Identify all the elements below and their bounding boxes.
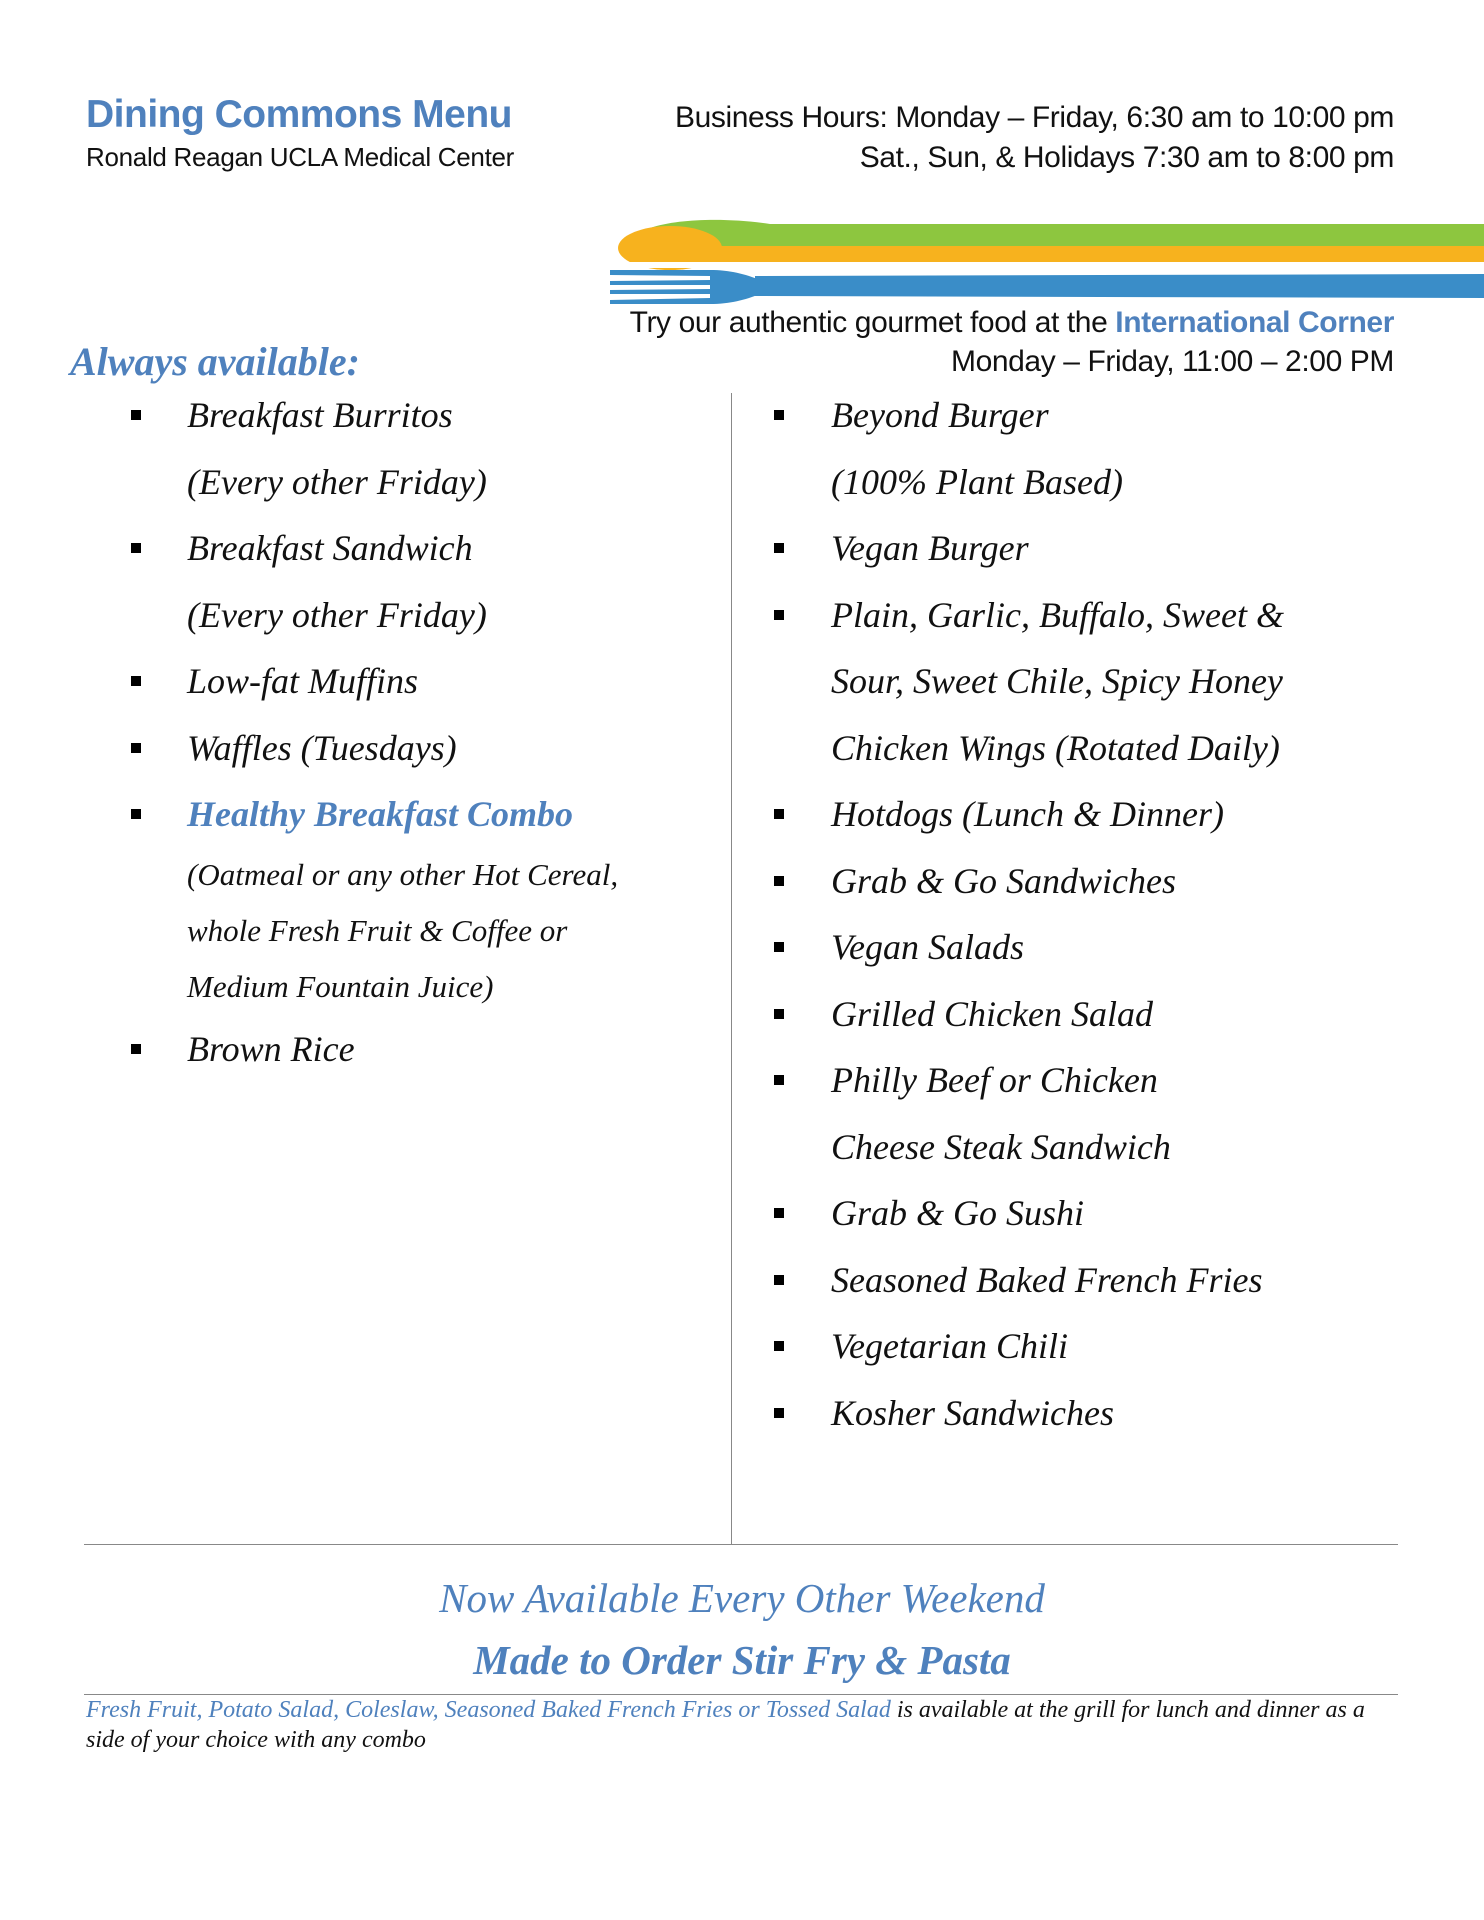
list-item <box>831 1380 1391 1447</box>
bullet-icon <box>774 1341 784 1351</box>
list-item <box>831 1313 1391 1380</box>
page-title: Dining Commons Menu <box>86 93 512 136</box>
item-label: Vegan Burger <box>831 528 1029 568</box>
list-item <box>831 781 1391 848</box>
international-prefix: Try our authentic gourmet food at the <box>629 306 1116 339</box>
international-corner-name: International Corner <box>1115 306 1394 339</box>
item-note: whole Fresh Fruit & Coffee or <box>187 912 568 948</box>
item-label: Brown Rice <box>187 1028 355 1069</box>
right-menu-list <box>831 382 1391 1446</box>
promo-stir-fry: Made to Order Stir Fry & Pasta <box>473 1637 1011 1683</box>
international-corner-line <box>630 303 1394 342</box>
list-item <box>831 1180 1391 1247</box>
international-corner-hours: Monday – Friday, 11:00 – 2:00 PM <box>950 345 1394 378</box>
bullet-icon <box>774 942 784 952</box>
item-note: (Every other Friday) <box>187 594 487 635</box>
list-item <box>187 648 707 715</box>
business-hours-weekend: Sat., Sun, & Holidays 7:30 am to 8:00 pm <box>859 141 1394 174</box>
footnote-rest: is available at the grill for lunch and dinner as a side of your choice with any combo <box>86 1697 1365 1753</box>
list-item <box>187 515 707 648</box>
item-note: (Oatmeal or any other Hot Cereal, <box>187 856 619 892</box>
promo-weekend: Now Available Every Other Weekend <box>439 1575 1045 1621</box>
item-label: Grab & Go Sushi <box>831 1193 1085 1233</box>
bullet-icon <box>131 743 141 753</box>
bullet-icon <box>131 809 141 819</box>
item-note: Medium Fountain Juice) <box>187 968 494 1004</box>
item-note: (Every other Friday) <box>187 461 487 502</box>
bullet-icon <box>774 1408 784 1418</box>
list-item <box>831 848 1391 915</box>
item-label: Low-fat Muffins <box>187 661 419 701</box>
bullet-icon <box>774 410 784 420</box>
item-label: Chicken Wings (Rotated Daily) <box>831 727 1280 768</box>
bullet-icon <box>131 410 141 420</box>
bullet-icon <box>774 610 784 620</box>
list-item <box>831 1047 1391 1180</box>
footnote-sides: Fresh Fruit, Potato Salad, Coleslaw, Seasoned Baked French Fries or Tossed Salad <box>86 1697 891 1723</box>
item-label: Seasoned Baked French Fries <box>831 1259 1263 1300</box>
bullet-icon <box>774 543 784 553</box>
item-label: Kosher Sandwiches <box>831 1392 1114 1433</box>
item-label: Grab & Go Sandwiches <box>831 860 1176 901</box>
item-label: Vegan Salads <box>831 927 1024 967</box>
bullet-icon <box>131 676 141 686</box>
business-hours-weekday: Business Hours: Monday – Friday, 6:30 am to 10:00 pm <box>674 101 1394 134</box>
item-label: Philly Beef or Chicken <box>831 1060 1158 1100</box>
fork-handle <box>755 274 1484 298</box>
utensils-banner-icon <box>610 218 1484 308</box>
list-item <box>831 981 1391 1048</box>
item-label: Hotdogs (Lunch & Dinner) <box>831 794 1224 834</box>
list-item <box>187 382 707 515</box>
international-corner-note <box>630 303 1394 381</box>
item-label: Waffles (Tuesdays) <box>187 727 457 768</box>
list-item <box>831 515 1391 582</box>
bullet-icon <box>774 876 784 886</box>
item-label: Cheese Steak Sandwich <box>831 1126 1171 1167</box>
footnote <box>86 1695 1406 1755</box>
item-label: Sour, Sweet Chile, Spicy Honey <box>831 661 1283 701</box>
always-available-heading: Always available: <box>70 339 360 384</box>
fork-head <box>610 270 760 304</box>
bullet-icon <box>774 1075 784 1085</box>
item-note: (100% Plant Based) <box>831 461 1123 502</box>
bullet-icon <box>774 1275 784 1285</box>
knife-shape <box>650 220 1484 249</box>
section-divider <box>84 1544 1398 1545</box>
bullet-icon <box>131 543 141 553</box>
list-item <box>831 382 1391 515</box>
item-label: Beyond Burger <box>831 395 1049 435</box>
spoon-handle <box>700 246 1484 262</box>
list-item <box>187 715 707 782</box>
business-hours <box>675 98 1394 178</box>
page-subtitle: Ronald Reagan UCLA Medical Center <box>86 142 515 172</box>
list-item-healthy-combo <box>187 781 707 1016</box>
item-label: Plain, Garlic, Buffalo, Sweet & <box>831 594 1284 635</box>
item-label: Grilled Chicken Salad <box>831 993 1153 1034</box>
item-label: Breakfast Burritos <box>187 395 453 435</box>
bullet-icon <box>774 809 784 819</box>
list-item <box>831 914 1391 981</box>
bullet-icon <box>774 1208 784 1218</box>
item-label: Healthy Breakfast Combo <box>187 794 573 834</box>
column-divider <box>731 393 732 1545</box>
list-item <box>831 582 1391 782</box>
list-item <box>187 1016 707 1083</box>
bullet-icon <box>131 1044 141 1054</box>
item-label: Vegetarian Chili <box>831 1326 1068 1366</box>
list-item <box>831 1247 1391 1314</box>
bullet-icon <box>774 1009 784 1019</box>
item-label: Breakfast Sandwich <box>187 528 473 568</box>
left-menu-list <box>187 382 707 1082</box>
